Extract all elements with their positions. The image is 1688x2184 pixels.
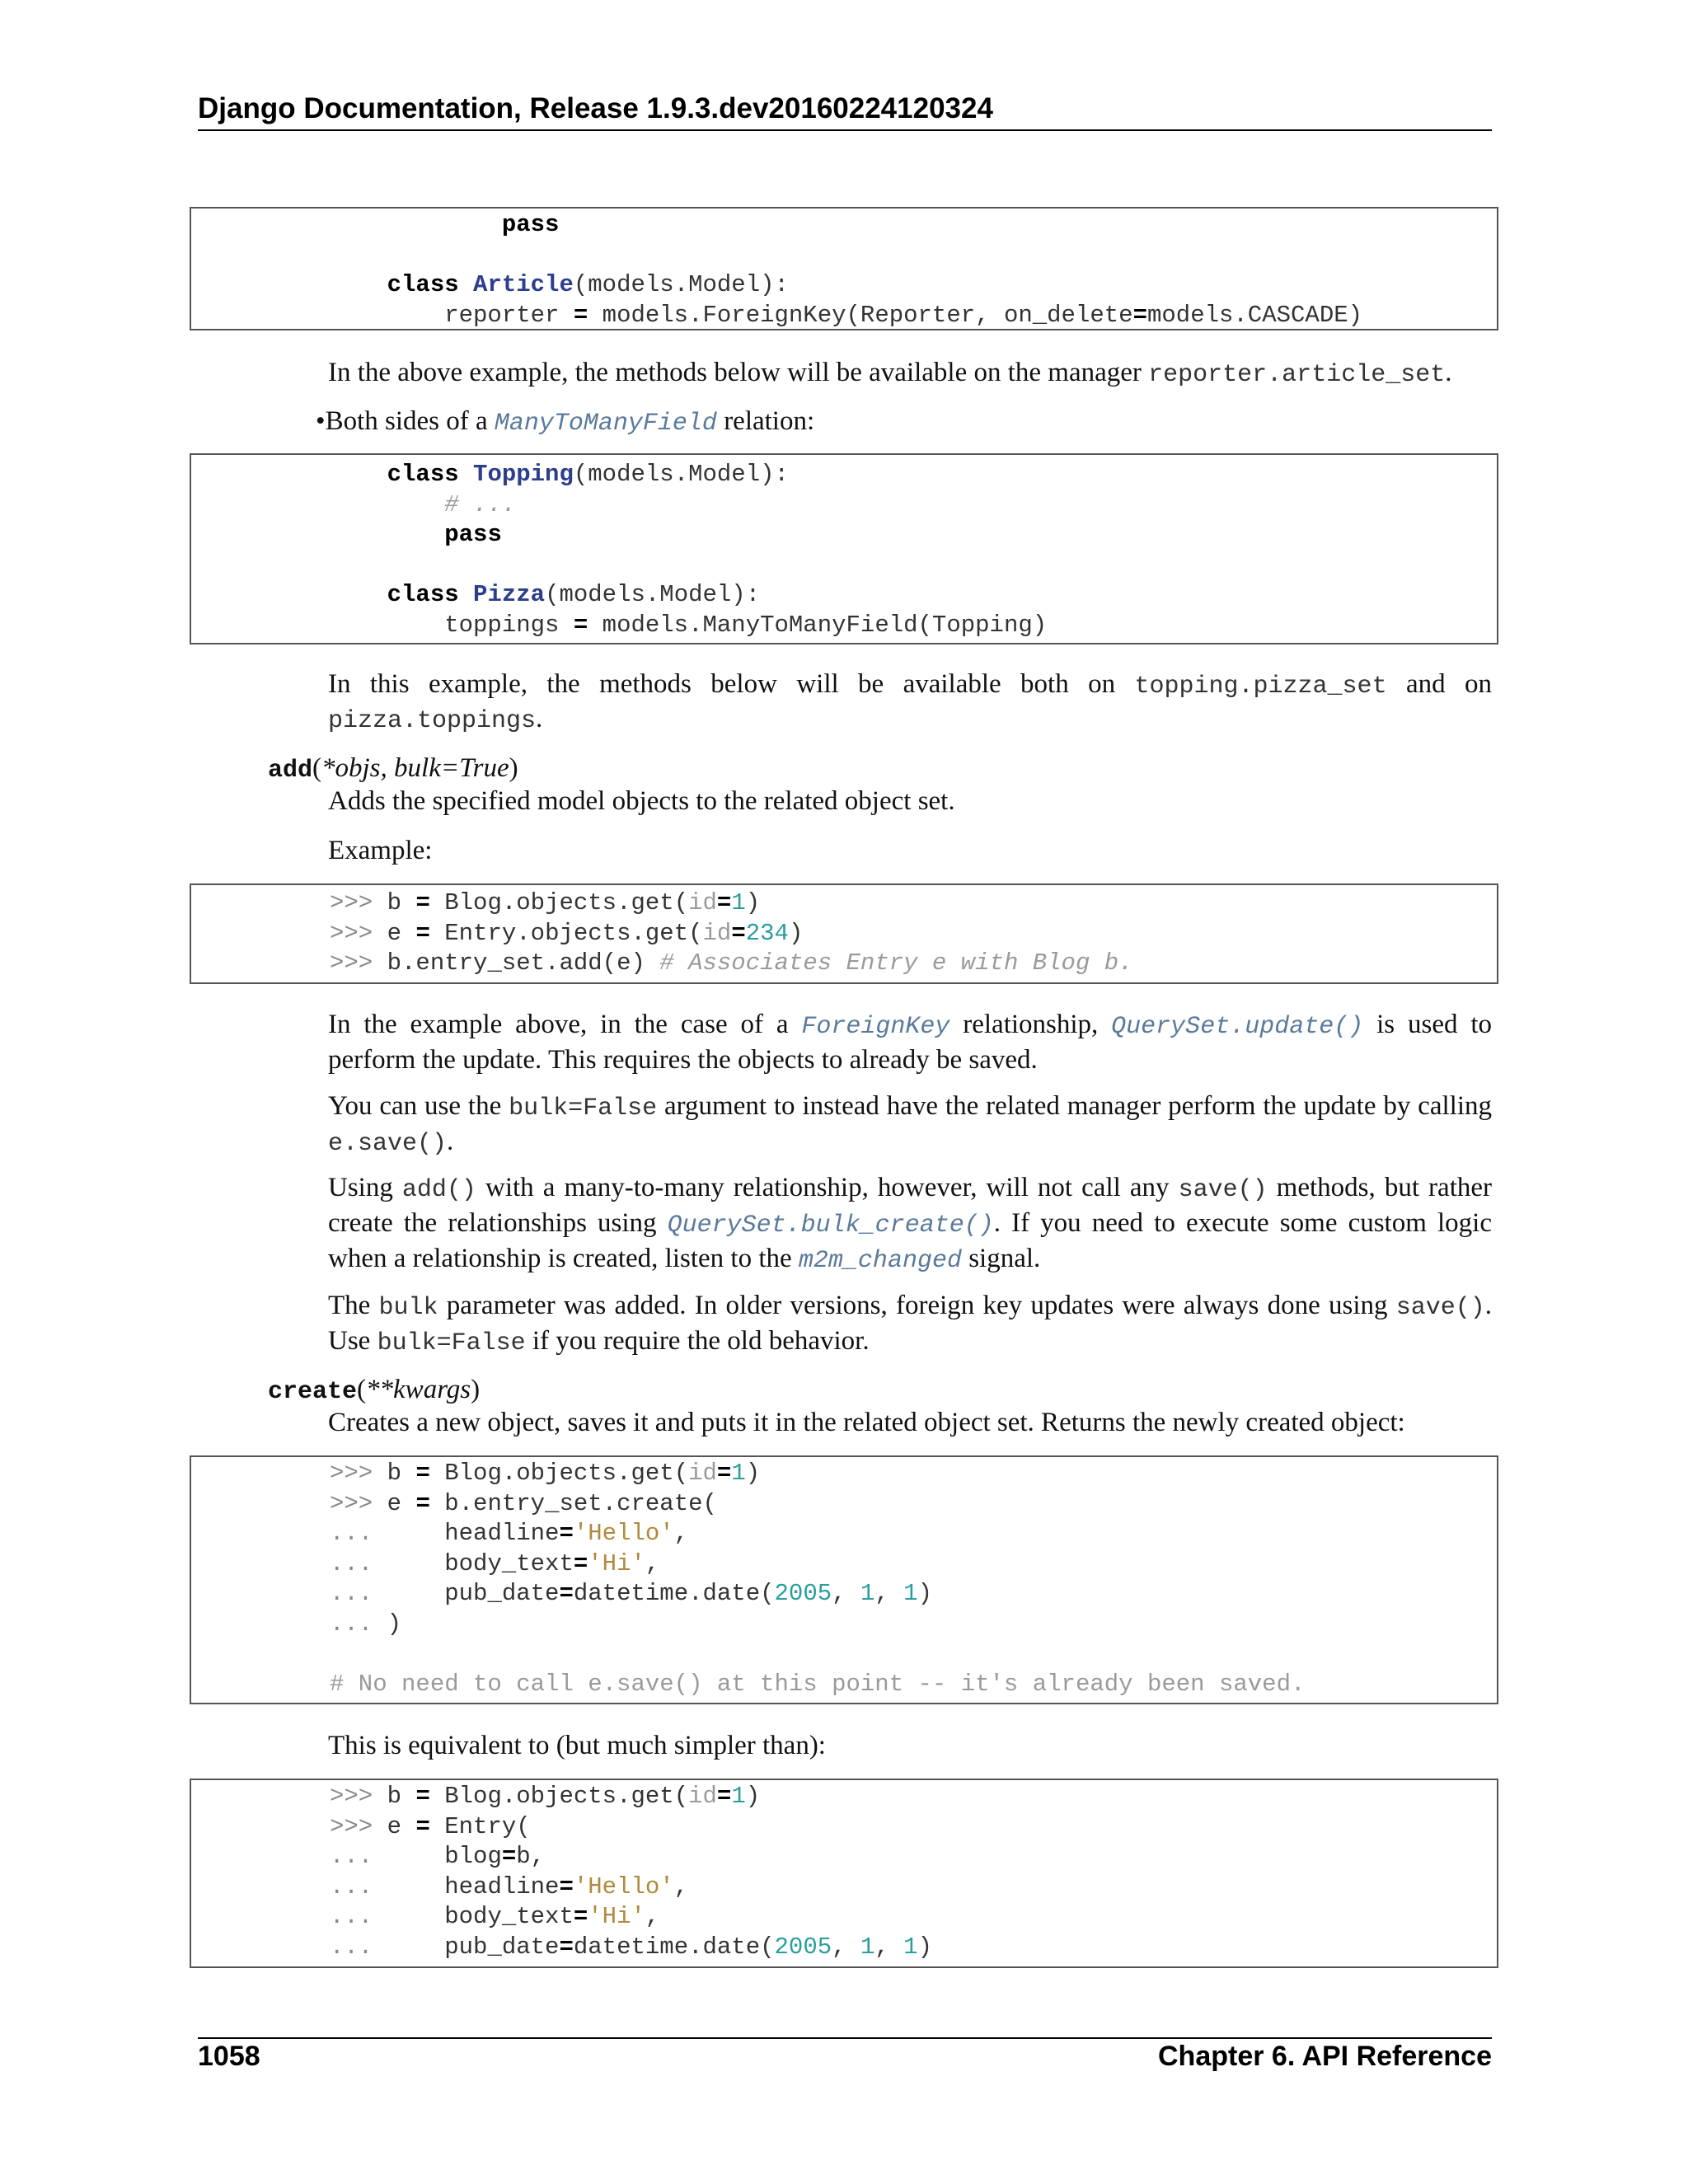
inline-code-bulk-false-2: bulk=False [377,1329,526,1357]
code-text-add-example: >>> b = Blog.objects.get(id=1) >>> e = Entry.objects.get(id=234) >>> b.entry_set.add(e) # Associates Entry e with Blog b. [330,889,1133,977]
code-block-create-example [190,1455,1498,1704]
inline-code-topping-pizza-set: topping.pizza_set [1134,673,1387,701]
page-header-title: Django Documentation, Release 1.9.3.dev20160224120324 [198,92,993,124]
create-description: Creates a new object, saves it and puts it in the related object set. Returns the newly created object: [328,1408,1405,1437]
bullet-marker: • [316,406,326,436]
link-queryset-update[interactable]: QuerySet.update() [1111,1013,1364,1041]
inline-code-reporter-article-set: reporter.article_set [1148,361,1446,389]
code-text-topping-pizza: class Topping(models.Model): # ... pass class Pizza(models.Model): toppings = models.ManyToManyField(Topping) [387,461,1048,639]
link-m2m-changed[interactable]: m2m_changed [798,1247,962,1275]
code-text-create-example: >>> b = Blog.objects.get(id=1) >>> e = b.entry_set.create( ... headline='Hello', ... body_text='Hi', ... pub_date=datetime.date(2005, 1, 1) ... ) # No need to call e.save() at this point -- it's already been saved. [330,1460,1306,1699]
paragraph-manager-methods: In the above example, the methods below will be available on the manager reporter.article_set. [328,358,1452,389]
header-rule [198,129,1492,131]
paragraph-both-sides-cont: pizza.toppings. [328,704,543,735]
footer-rule [198,2037,1492,2039]
method-name-create: create [268,1378,358,1406]
method-name-add: add [268,757,313,785]
method-args-create: **kwargs [366,1375,471,1404]
code-block-article [190,207,1498,330]
paragraph-equivalent: This is equivalent to (but much simpler than): [328,1731,826,1760]
example-label: Example: [328,836,433,865]
inline-code-bulk-false: bulk=False [509,1094,658,1122]
page-number: 1058 [198,2041,260,2072]
link-manytomanyfield[interactable]: ManyToManyField [494,410,717,438]
code-block-add-example [190,883,1498,984]
code-text-article: pass class Article(models.Model): reporter = models.ForeignKey(Reporter, on_delete=models.CASCADE) [387,211,1363,329]
paragraph-many-to-many: Using add() with a many-to-many relationship, however, will not call any save() methods, but rather create the relationships using QuerySet.bulk_create(). If you need to execute some custom logic when a relationship is created, listen to the m2m_changed signal. [328,1173,1492,1275]
inline-code-bulk: bulk [378,1294,438,1322]
inline-code-add: add() [401,1176,476,1204]
add-description: Adds the specified model objects to the related object set. [328,786,955,816]
method-args-add: *objs, bulk=True [321,753,509,783]
inline-code-save: save() [1178,1176,1268,1204]
link-queryset-bulk-create[interactable]: QuerySet.bulk_create() [667,1212,994,1240]
method-signature-create: create(**kwargs) [268,1375,481,1406]
code-text-equivalent: >>> b = Blog.objects.get(id=1) >>> e = Entry( ... blog=b, ... headline='Hello', ... body_text='Hi', ... pub_date=datetime.date(2005, 1, 1) [330,1783,932,1961]
link-foreignkey[interactable]: ForeignKey [801,1013,950,1041]
paragraph-bulk-false: You can use the bulk=False argument to instead have the related manager perform the update by calling e.save(). [328,1091,1492,1158]
inline-code-pizza-toppings: pizza.toppings [328,707,537,735]
code-block-topping-pizza [190,453,1498,644]
code-block-equivalent [190,1779,1498,1968]
bullet-manytomany: •Both sides of a ManyToManyField relation: [316,406,815,438]
paragraph-foreignkey-update: In the example above, in the case of a ForeignKey relationship, QuerySet.update() is used to perform the update. This requires the objects to already be saved. [328,1010,1493,1075]
inline-code-save-2: save() [1395,1294,1485,1322]
paragraph-both-sides: In this example, the methods below will be available both on topping.pizza_set and on [328,669,1493,701]
paragraph-bulk-parameter: The bulk parameter was added. In older versions, foreign key updates were always done using save(). Use bulk=False if you require the old behavior. [328,1291,1492,1357]
method-signature-add: add(*objs, bulk=True) [268,753,518,785]
chapter-title: Chapter 6. API Reference [1158,2041,1492,2072]
inline-code-e-save: e.save() [328,1130,448,1158]
